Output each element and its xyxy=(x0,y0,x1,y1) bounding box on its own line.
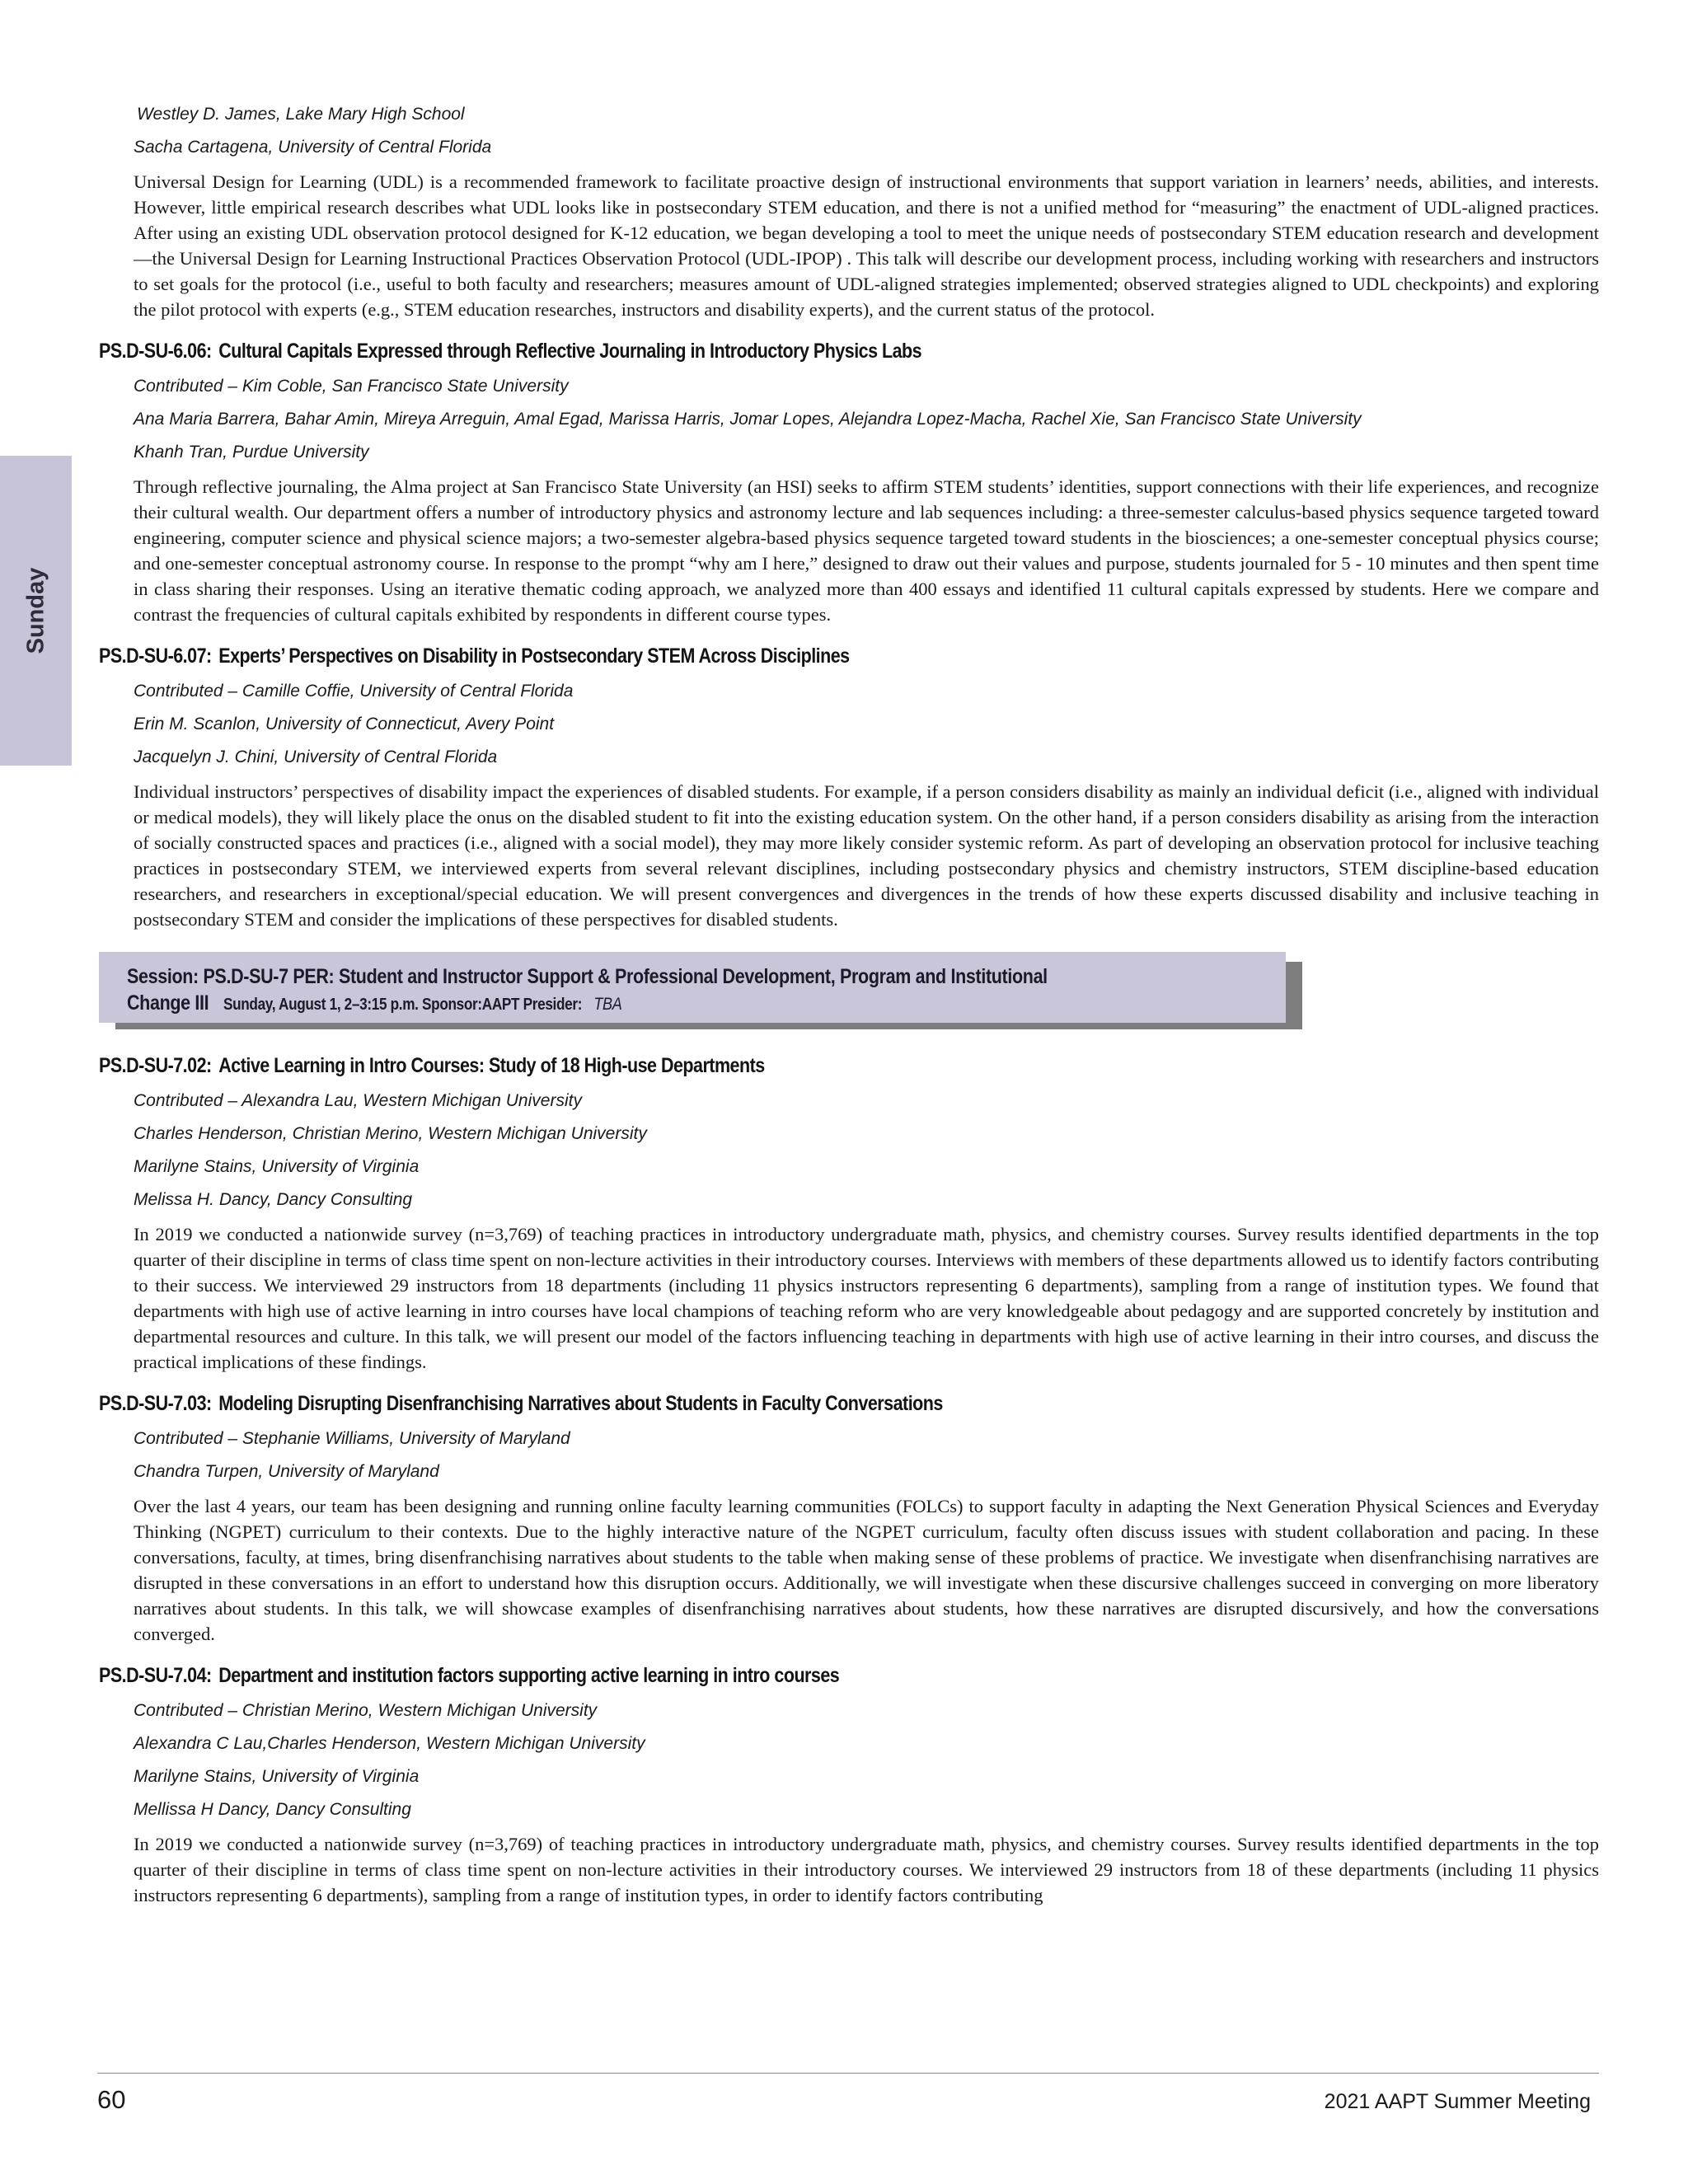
author-line: Mellissa H Dancy, Dancy Consulting xyxy=(134,1800,411,1819)
abstract-entry xyxy=(99,1659,1599,1908)
abstract-title: Active Learning in Intro Courses: Study of 18 High-use Departments xyxy=(218,1054,765,1077)
author-line: Marilyne Stains, University of Virginia xyxy=(134,1767,420,1786)
footer-title: 2021 AAPT Summer Meeting xyxy=(1324,2090,1591,2113)
author-line: Sacha Cartagena, University of Central Florida xyxy=(134,138,492,157)
abstract-content xyxy=(99,680,1599,932)
author-line: Contributed – Christian Merino, Western Michigan University xyxy=(134,1701,598,1720)
session-title-end: Change III xyxy=(127,991,209,1015)
session-presider: TBA xyxy=(593,995,622,1014)
author-line: Westley D. James, Lake Mary High School xyxy=(137,105,465,124)
page-number: 60 xyxy=(97,2085,126,2114)
continued-abstract xyxy=(99,103,1599,322)
abstract-entry xyxy=(99,640,1599,932)
abstract-code: PS.D-SU-6.06: xyxy=(99,340,212,363)
abstract-title: Experts’ Perspectives on Disability in Postsecondary STEM Across Disciplines xyxy=(218,644,850,668)
abstract-body: In 2019 we conducted a nationwide survey (n=3,769) of teaching practices in introductory undergraduate math, physics, and chemistry courses. Survey results identified departments in the top quarter of their discipline in terms of class time spent on non-lecture activities in their introductory courses. We interviewed 29 instructors from 18 of these departments (including 11 physics instructors representing 6 departments), sampling from a range of institution types, in order to identify factors contributing xyxy=(134,1834,1599,1905)
author-line: Chandra Turpen, University of Maryland xyxy=(134,1462,439,1481)
abstract-heading xyxy=(99,1659,1389,1692)
author-line: Contributed – Stephanie Williams, University of Maryland xyxy=(134,1429,570,1448)
abstract-body: Through reflective journaling, the Alma project at San Francisco State University (an HSI) seeks to affirm STEM students’ identities, support connections with their life experiences, and recognize their cultural wealth. Our department offers a number of introductory physics and astronomy lecture and lab sequences including: a three-semester calculus-based physics sequence targeted toward engineering, computer science and physical science majors; a two-semester algebra-based physics sequence targeted toward students in the biosciences; a one-semester conceptual physics course; and one-semester conceptual astronomy course. In response to the prompt “why am I here,” designed to draw out their values and purpose, students journaled for 5 - 10 minutes and then spent time in class sharing their responses. Using an iterative thematic coding approach, we analyzed more than 400 essays and identified 11 cultural capitals expressed by students. Here we compare and contrast the frequencies of cultural capitals exhibited by respondents in different course types. xyxy=(134,476,1599,625)
author-line: Contributed – Alexandra Lau, Western Michigan University xyxy=(134,1091,582,1110)
abstract-body: Individual instructors’ perspectives of disability impact the experiences of disabled students. For example, if a person considers disability as mainly an individual deficit (i.e., aligned with individual or medical models), they will likely place the onus on the disabled student to fit into the existing education system. On the other hand, if a person considers disability as arising from the interaction of socially constructed spaces and practices (i.e., aligned with a social model), they may more likely consider systemic reform. As part of developing an observation protocol for inclusive teaching practices in postsecondary STEM, we interviewed experts from several relevant disciplines, including postsecondary physics and chemistry instructors, STEM discipline-based education researchers, and researchers in exceptional/special education. We will present convergences and divergences in the trends of how these experts discussed disability and inclusive teaching in postsecondary STEM and consider the implications of these perspectives for disabled students. xyxy=(134,781,1599,930)
abstract-heading xyxy=(99,640,1389,673)
abstract-code: PS.D-SU-7.04: xyxy=(99,1664,212,1687)
session-banner-box xyxy=(99,952,1286,1023)
abstract-content xyxy=(99,1427,1599,1647)
abstract-code: PS.D-SU-7.02: xyxy=(99,1054,212,1077)
abstract-list xyxy=(99,1049,1599,1908)
author-line: Erin M. Scanlon, University of Connecticut, Avery Point xyxy=(134,715,555,733)
abstract-body: In 2019 we conducted a nationwide survey (n=3,769) of teaching practices in introductory undergraduate math, physics, and chemistry courses. Survey results identified departments in the top quarter of their discipline in terms of class time spent on non-lecture activities in their introductory courses. Interviews with members of these departments allowed us to identify factors contributing to their success. We interviewed 29 instructors from 18 departments (including 11 physics instructors representing 6 departments), sampling from a range of institution types. We found that departments with high use of active learning in intro courses have local champions of teaching reform who are very knowledgeable about pedagogy and are supported concretely by institution and departmental resources and culture. In this talk, we will present our model of the factors influencing teaching in departments with high use of active learning in their intro courses, and discuss the practical implications of these findings. xyxy=(134,1224,1599,1372)
session-details: Sunday, August 1, 2–3:15 p.m. Sponsor:AAPT Presider: xyxy=(223,996,583,1014)
abstract-content xyxy=(99,1699,1599,1908)
author-line: Contributed – Camille Coffie, University of Central Florida xyxy=(134,682,574,701)
abstract-title: Department and institution factors supporting active learning in intro courses xyxy=(218,1664,840,1687)
abstract-content xyxy=(99,1090,1599,1375)
abstract-entry xyxy=(99,1049,1599,1375)
author-line: Ana Maria Barrera, Bahar Amin, Mireya Arreguin, Amal Egad, Marissa Harris, Jomar Lopes, Alejandra Lopez-Macha, Rachel Xie, San Francisco State University xyxy=(134,410,1362,429)
abstract-heading xyxy=(99,1387,1389,1420)
abstract-code: PS.D-SU-6.07: xyxy=(99,644,212,668)
session-title-continued xyxy=(127,990,1123,1018)
abstract-content xyxy=(99,375,1599,627)
section-tab-label: Sunday xyxy=(22,567,49,654)
author-line: Melissa H. Dancy, Dancy Consulting xyxy=(134,1190,413,1209)
session-banner xyxy=(99,952,1286,1033)
abstract-code: PS.D-SU-7.03: xyxy=(99,1392,212,1415)
abstract-heading xyxy=(99,335,1389,368)
abstract-title: Cultural Capitals Expressed through Reflective Journaling in Introductory Physics Labs xyxy=(218,340,922,363)
abstract-list xyxy=(99,335,1599,932)
author-line: Alexandra C Lau,Charles Henderson, Western Michigan University xyxy=(134,1734,645,1753)
abstract-entry xyxy=(99,1387,1599,1647)
footer-rule xyxy=(97,2073,1599,2074)
author-line: Marilyne Stains, University of Virginia xyxy=(134,1157,420,1176)
author-line: Jacquelyn J. Chini, University of Central Florida xyxy=(134,748,498,766)
author-line: Contributed – Kim Coble, San Francisco State University xyxy=(134,377,569,396)
abstract-entry xyxy=(99,335,1599,627)
page-content xyxy=(99,103,1599,1908)
session-title: Session: PS.D-SU-7 PER: Student and Instructor Support & Professional Development, Program and Institutional xyxy=(127,965,1048,988)
section-tab xyxy=(0,456,72,766)
author-line: Charles Henderson, Christian Merino, Western Michigan University xyxy=(134,1124,647,1143)
abstract-body: Over the last 4 years, our team has been designing and running online faculty learning communities (FOLCs) to support faculty in adapting the Next Generation Physical Sciences and Everyday Thinking (NGPET) curriculum to their contexts. Due to the highly interactive nature of the NGPET curriculum, faculty often discuss issues with student collaboration and pacing. In these conversations, faculty, at times, bring disenfranchising narratives about students to the table when making sense of these problems of practice. We investigate when disenfranchising narratives are disrupted in these conversations in an effort to understand how this disruption occurs. Additionally, we will investigate when these discursive challenges succeed in converging on more liberatory narratives about students. In this talk, we will showcase examples of disenfranchising narratives about students, how these narratives are disrupted discursively, and how the conversations converged. xyxy=(134,1496,1599,1644)
author-line: Khanh Tran, Purdue University xyxy=(134,443,369,462)
abstract-title: Modeling Disrupting Disenfranchising Narratives about Students in Faculty Conversations xyxy=(218,1392,943,1415)
abstract-heading xyxy=(99,1049,1389,1082)
abstract-body: Universal Design for Learning (UDL) is a recommended framework to facilitate proactive design of instructional environments that support variation in learners’ needs, abilities, and interests. However, little empirical research describes what UDL looks like in postsecondary STEM education, and there is not a unified method for “measuring” the enactment of UDL-aligned practices. After using an existing UDL observation protocol designed for K-12 education, we began developing a tool to meet the unique needs of postsecondary STEM education research and development—the Universal Design for Learning Instructional Practices Observation Protocol (UDL-IPOP) . This talk will describe our development process, including working with researchers and instructors to set goals for the protocol (i.e., useful to both faculty and researchers; measures amount of UDL-aligned strategies implemented; observed strategies aligned to UDL checkpoints) and exploring the pilot protocol with experts (e.g., STEM education researches, instructors and disability experts), and the current status of the protocol. xyxy=(134,171,1599,320)
